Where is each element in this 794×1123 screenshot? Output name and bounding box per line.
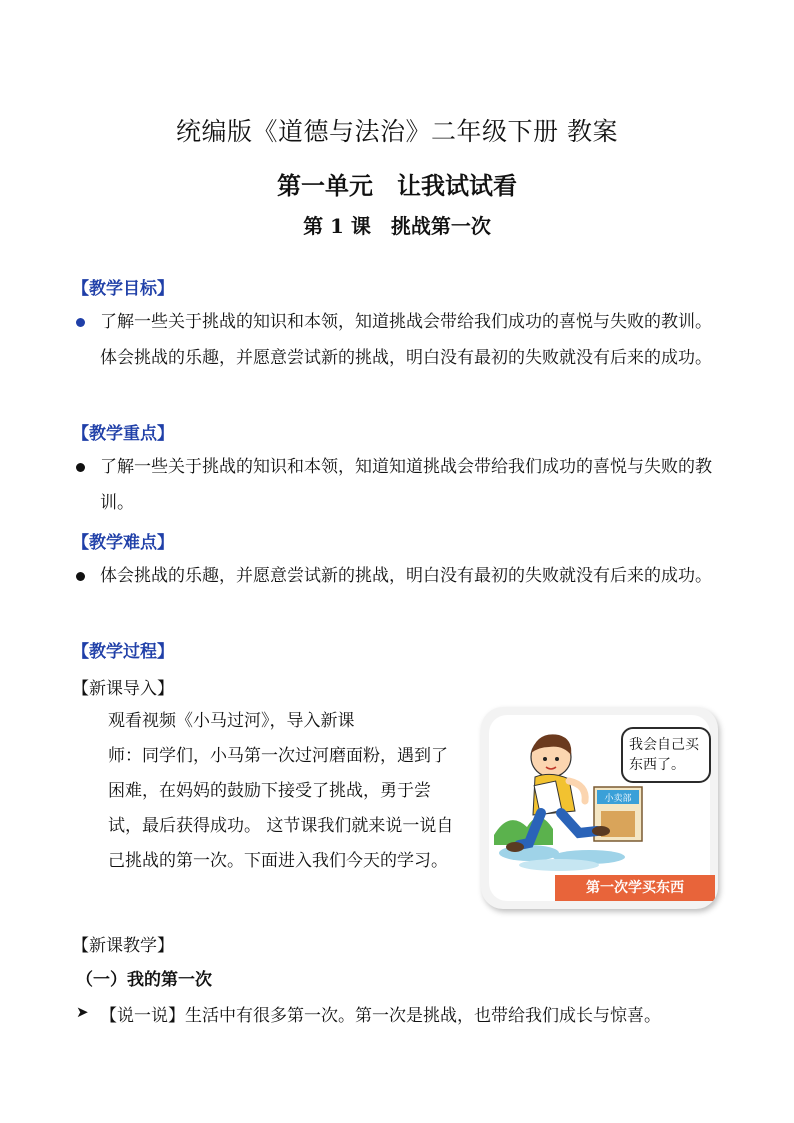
figure-caption: 第一次学买东西 [555,875,715,901]
difficulties-text: 体会挑战的乐趣，并愿意尝试新的挑战，明白没有最初的失败就没有后来的成功。 [100,566,712,586]
objectives-text: 了解一些关于挑战的知识和本领，知道挑战会带给我们成功的喜悦与失败的教训。体会挑战的乐趣，并愿意尝试新的挑战，明白没有最初的失败就没有后来的成功。 [100,312,712,368]
part-heading: （一）我的第一次 [76,970,212,990]
arrow-bullet-icon: ➤ [76,1003,89,1021]
bullet-icon [76,463,85,472]
document-title: 统编版《道德与法治》二年级下册 教案 [176,117,618,146]
process-heading: 【教学过程】 [72,642,174,662]
intro-label: 【新课导入】 [72,679,174,699]
bullet-icon [76,572,85,581]
illustration [489,715,710,901]
difficulties-heading: 【教学难点】 [72,533,174,553]
intro-line: 观看视频《小马过河》，导入新课 [108,711,355,731]
intro-paragraph: 师：同学们，小马第一次过河磨面粉，遇到了困难，在妈妈的鼓励下接受了挑战，勇于尝试，最后获得成功。 这节课我们就来说一说自己挑战的第一次。下面进入我们今天的学习。 [108,746,454,871]
key-points-heading: 【教学重点】 [72,424,174,444]
lesson-title: 第 1 课 挑战第一次 [303,214,491,238]
intro-story [72,704,457,879]
key-points-text: 了解一些关于挑战的知识和本领，知道知道挑战会带给我们成功的喜悦与失败的教训。 [100,457,712,513]
objectives-heading: 【教学目标】 [72,279,174,299]
say-item: 【说一说】生活中有很多第一次。第一次是挑战，也带给我们成长与惊喜。 [100,1006,661,1026]
unit-title: 第一单元 让我试试看 [277,171,517,200]
illustration-frame [481,707,718,909]
speech-bubble: 我会自己买东西了。 [621,727,711,783]
shop-sign: 小卖部 [604,794,632,804]
bullet-icon [76,318,85,327]
teach-label: 【新课教学】 [72,936,174,956]
